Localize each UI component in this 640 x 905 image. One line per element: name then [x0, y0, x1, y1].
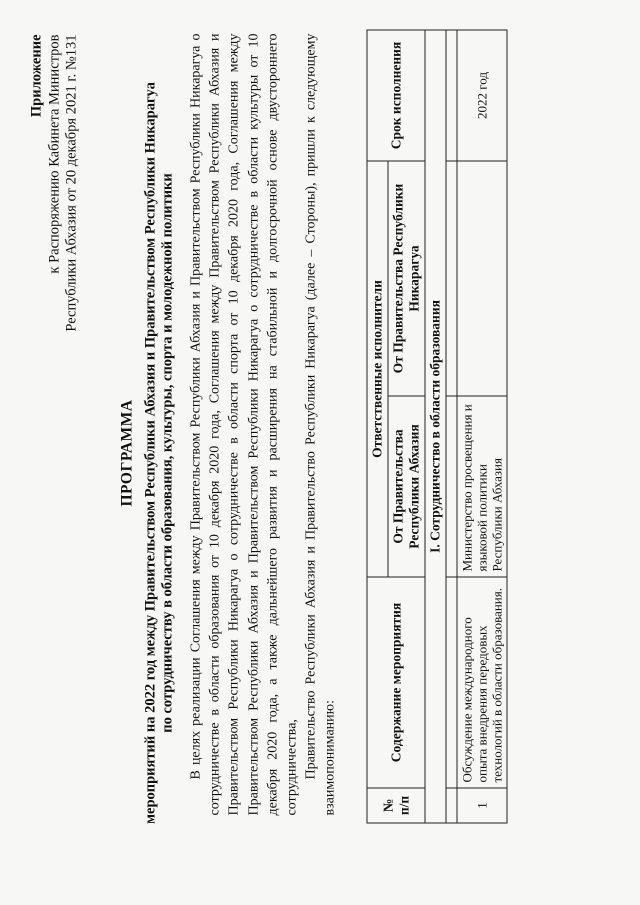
header-nicaragua: От Правительства Республики Никарагуа [388, 161, 425, 396]
table-header-row [367, 30, 388, 823]
appendix-title: Приложение [28, 34, 44, 117]
appendix-line-1: к Распоряжению Кабинета Министров [45, 34, 62, 274]
section-row [425, 30, 446, 823]
header-num: № п/п [367, 788, 425, 823]
spacer-row [446, 30, 457, 823]
header-deadline: Срок исполнения [367, 30, 425, 161]
appendix-header [28, 34, 81, 331]
row-content: Обсуждение международного опыта внедрения передовых технологий в области образования. [457, 577, 507, 788]
preamble-paragraph-1: В целях реализации Соглашения между Правительством Республики Абхазия и Правительством Республики Никарагуа о сотрудничестве в области образования от 10 декабря 2020 года, Соглашения между Правительством Республики Абхазия и Правительством Республики Никарагуа о сотрудничестве в области спорта от 10 декабря 2020 года, Соглашения между Правительством Республики Абхазия и Правительством Республики Никарагуа о сотрудничестве в области культуры от 10 декабря 2020 года, а также дальнейшего развития и расширения на стабильной и долгосрочной основе двустороннего сотрудничества, [188, 33, 300, 815]
row-deadline: 2022 год [457, 30, 507, 161]
appendix-line-2: Республики Абхазия от 20 декабря 2021 г. №131 [63, 34, 79, 332]
header-abkhazia: От Правительства Республики Абхазия [388, 396, 425, 577]
program-table [366, 29, 507, 823]
preamble [186, 33, 340, 815]
row-abkhazia: Министерство просвещения и языковой политики Республики Абхазия [457, 396, 507, 577]
row-num: 1 [457, 788, 507, 823]
program-subtitle [142, 0, 176, 905]
row-nicaragua [457, 161, 507, 396]
program-title: ПРОГРАММА [118, 399, 135, 506]
preamble-paragraph-2: Правительство Республики Абхазия и Правительство Республики Никарагуа (далее – Стороны), пришли к следующему взаимопониманию: [303, 33, 338, 815]
header-content: Содержание мероприятия [367, 577, 425, 788]
header-responsible: Ответственные исполнители [367, 161, 388, 577]
table-row [457, 30, 507, 823]
section-title: I. Сотрудничество в области образования [425, 30, 446, 823]
subtitle-line-1: мероприятий на 2022 год между Правительством Республики Абхазия и Правительством Республики Никарагуа [142, 81, 158, 824]
subtitle-line-2: по сотрудничеству в области образования, культуры, спорта и молодежной политики [159, 172, 175, 733]
rotated-stage [0, 33, 640, 824]
